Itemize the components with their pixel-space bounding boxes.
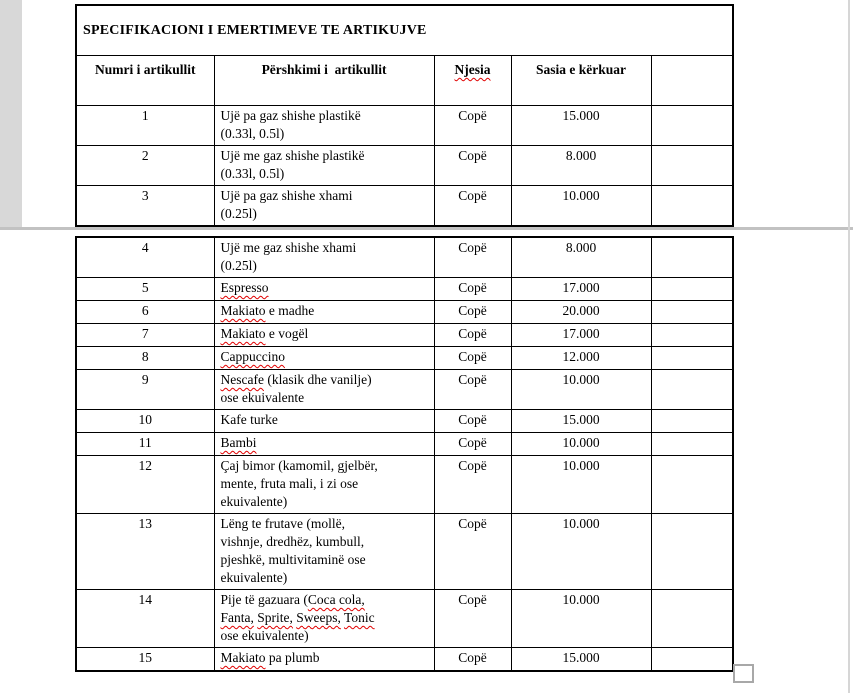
misspelled-word: Espresso bbox=[220, 280, 269, 295]
description-line bbox=[221, 389, 430, 407]
empty-paragraph-box[interactable] bbox=[733, 664, 754, 683]
description-text: (0.33l, 0.5l) bbox=[220, 126, 285, 141]
description-line bbox=[221, 257, 430, 275]
cell-unit[interactable]: Copë bbox=[434, 146, 511, 186]
description-text: Lëng te frutave (mollë, bbox=[220, 516, 345, 531]
left-margin-area bbox=[0, 0, 22, 227]
description-text: ekuivalente) bbox=[220, 570, 288, 585]
cell-quantity[interactable]: 10.000 bbox=[511, 456, 651, 514]
description-line bbox=[221, 147, 430, 165]
column-header-label: Numri i artikullit bbox=[95, 62, 196, 77]
table-row bbox=[76, 278, 733, 301]
cell-quantity[interactable]: 20.000 bbox=[511, 301, 651, 324]
description-line bbox=[221, 649, 430, 667]
cell-quantity[interactable]: 17.000 bbox=[511, 278, 651, 301]
cell-empty[interactable] bbox=[651, 278, 733, 301]
cell-article-number[interactable]: 1 bbox=[76, 106, 214, 146]
cell-quantity[interactable]: 17.000 bbox=[511, 324, 651, 347]
misspelled-word: Makiato bbox=[220, 326, 266, 341]
cell-empty[interactable] bbox=[651, 514, 733, 590]
misspelled-word: Sprite, bbox=[257, 610, 293, 625]
cell-empty[interactable] bbox=[651, 186, 733, 227]
cell-description[interactable] bbox=[214, 146, 434, 186]
cell-empty[interactable] bbox=[651, 106, 733, 146]
spec-table-page2 bbox=[75, 236, 734, 672]
cell-unit[interactable]: Copë bbox=[434, 278, 511, 301]
table-title-row bbox=[76, 5, 733, 56]
cell-empty[interactable] bbox=[651, 370, 733, 410]
column-header-2[interactable] bbox=[214, 56, 434, 106]
description-text: Pije të gazuara ( bbox=[220, 592, 308, 607]
description-text: Ujë pa gaz shishe xhami bbox=[220, 188, 353, 203]
description-line bbox=[221, 325, 430, 343]
description-text: pa plumb bbox=[265, 650, 320, 665]
cell-description[interactable] bbox=[214, 301, 434, 324]
description-line bbox=[221, 569, 430, 587]
cell-quantity[interactable]: 15.000 bbox=[511, 410, 651, 433]
description-line bbox=[221, 239, 430, 257]
cell-unit[interactable]: Copë bbox=[434, 324, 511, 347]
description-line bbox=[221, 591, 430, 609]
table-header-row bbox=[76, 56, 733, 106]
description-text: ose ekuivalente bbox=[220, 390, 305, 405]
cell-unit[interactable]: Copë bbox=[434, 237, 511, 278]
table-row bbox=[76, 456, 733, 514]
cell-article-number[interactable]: 6 bbox=[76, 301, 214, 324]
description-text: ose ekuivalente) bbox=[220, 628, 309, 643]
cell-article-number[interactable]: 12 bbox=[76, 456, 214, 514]
cell-article-number[interactable]: 8 bbox=[76, 347, 214, 370]
description-text: Ujë me gaz shishe xhami bbox=[220, 240, 357, 255]
description-line bbox=[221, 493, 430, 511]
cell-unit[interactable]: Copë bbox=[434, 410, 511, 433]
column-header-3[interactable] bbox=[434, 56, 511, 106]
description-line bbox=[221, 551, 430, 569]
description-text: (klasik dhe vanilje) bbox=[263, 372, 372, 387]
description-text: ekuivalente) bbox=[220, 494, 288, 509]
description-text: (0.25l) bbox=[220, 206, 257, 221]
cell-description[interactable] bbox=[214, 514, 434, 590]
column-header-4[interactable] bbox=[511, 56, 651, 106]
cell-description[interactable] bbox=[214, 648, 434, 672]
description-line bbox=[221, 457, 430, 475]
table-row bbox=[76, 648, 733, 672]
cell-description[interactable] bbox=[214, 410, 434, 433]
misspelled-word: Makiato bbox=[220, 303, 266, 318]
description-line bbox=[221, 627, 430, 645]
description-text: vishnje, dredhëz, kumbull, bbox=[220, 534, 365, 549]
cell-unit[interactable]: Copë bbox=[434, 590, 511, 648]
cell-quantity[interactable]: 10.000 bbox=[511, 590, 651, 648]
table-row bbox=[76, 301, 733, 324]
cell-quantity[interactable]: 15.000 bbox=[511, 106, 651, 146]
description-line bbox=[221, 371, 430, 389]
cell-empty[interactable] bbox=[651, 324, 733, 347]
misspelled-word: Fanta, bbox=[220, 610, 254, 625]
misspelled-word: Bambi bbox=[220, 435, 257, 450]
description-line bbox=[221, 125, 430, 143]
cell-empty[interactable] bbox=[651, 648, 733, 672]
cell-quantity[interactable]: 10.000 bbox=[511, 433, 651, 456]
cell-unit[interactable]: Copë bbox=[434, 433, 511, 456]
misspelled-word: Cappuccino bbox=[220, 349, 285, 364]
table-row bbox=[76, 433, 733, 456]
description-text: Ujë me gaz shishe plastikë bbox=[220, 148, 365, 163]
column-header-5[interactable] bbox=[651, 56, 733, 106]
cell-description[interactable] bbox=[214, 433, 434, 456]
cell-description[interactable] bbox=[214, 278, 434, 301]
cell-quantity[interactable]: 12.000 bbox=[511, 347, 651, 370]
misspelled-word: Coca cola, bbox=[307, 592, 365, 607]
description-text: Çaj bimor (kamomil, gjelbër, bbox=[220, 458, 378, 473]
cell-unit[interactable]: Copë bbox=[434, 106, 511, 146]
table-row bbox=[76, 370, 733, 410]
cell-quantity[interactable]: 10.000 bbox=[511, 370, 651, 410]
table-row bbox=[76, 146, 733, 186]
cell-description[interactable] bbox=[214, 237, 434, 278]
description-line bbox=[221, 165, 430, 183]
description-line bbox=[221, 205, 430, 223]
cell-empty[interactable] bbox=[651, 146, 733, 186]
cell-description[interactable] bbox=[214, 456, 434, 514]
table-row bbox=[76, 324, 733, 347]
cell-article-number[interactable]: 11 bbox=[76, 433, 214, 456]
table-title[interactable]: SPECIFIKACIONI I EMERTIMEVE TE ARTIKUJVE bbox=[76, 5, 733, 56]
description-line bbox=[221, 609, 430, 627]
cell-quantity[interactable]: 10.000 bbox=[511, 186, 651, 227]
cell-empty[interactable] bbox=[651, 410, 733, 433]
description-text: pjeshkë, multivitaminë ose bbox=[220, 552, 366, 567]
cell-article-number[interactable]: 2 bbox=[76, 146, 214, 186]
description-text: (0.33l, 0.5l) bbox=[220, 166, 285, 181]
table-row bbox=[76, 347, 733, 370]
description-text: e vogël bbox=[265, 326, 309, 341]
cell-empty[interactable] bbox=[651, 347, 733, 370]
cell-description[interactable] bbox=[214, 106, 434, 146]
table-row bbox=[76, 410, 733, 433]
table-row bbox=[76, 514, 733, 590]
cell-unit[interactable]: Copë bbox=[434, 456, 511, 514]
cell-article-number[interactable]: 7 bbox=[76, 324, 214, 347]
cell-article-number[interactable]: 4 bbox=[76, 237, 214, 278]
cell-description[interactable] bbox=[214, 347, 434, 370]
cell-description[interactable] bbox=[214, 324, 434, 347]
cell-quantity[interactable]: 8.000 bbox=[511, 237, 651, 278]
cell-empty[interactable] bbox=[651, 456, 733, 514]
cell-description[interactable] bbox=[214, 590, 434, 648]
cell-quantity[interactable]: 10.000 bbox=[511, 514, 651, 590]
cell-unit[interactable]: Copë bbox=[434, 347, 511, 370]
cell-empty[interactable] bbox=[651, 301, 733, 324]
cell-article-number[interactable]: 13 bbox=[76, 514, 214, 590]
description-line bbox=[221, 187, 430, 205]
description-line bbox=[221, 533, 430, 551]
misspelled-word: Tonic bbox=[344, 610, 375, 625]
table-row bbox=[76, 106, 733, 146]
cell-article-number[interactable]: 15 bbox=[76, 648, 214, 672]
cell-empty[interactable] bbox=[651, 433, 733, 456]
misspelled-word: Sweeps, bbox=[296, 610, 341, 625]
description-line bbox=[221, 348, 430, 366]
cell-empty[interactable] bbox=[651, 590, 733, 648]
page-break-line bbox=[0, 227, 853, 230]
cell-unit[interactable]: Copë bbox=[434, 186, 511, 227]
cell-description[interactable] bbox=[214, 186, 434, 227]
window-right-edge bbox=[848, 0, 850, 693]
cell-article-number[interactable]: 9 bbox=[76, 370, 214, 410]
column-header-label: Përshkimi i artikullit bbox=[261, 62, 387, 77]
description-text: Ujë pa gaz shishe plastikë bbox=[220, 108, 361, 123]
cell-unit[interactable]: Copë bbox=[434, 648, 511, 672]
description-line bbox=[221, 107, 430, 125]
cell-article-number[interactable]: 10 bbox=[76, 410, 214, 433]
cell-empty[interactable] bbox=[651, 237, 733, 278]
table-row bbox=[76, 186, 733, 227]
column-header-label: Sasia e kërkuar bbox=[535, 62, 626, 77]
column-header-1[interactable] bbox=[76, 56, 214, 106]
table-row bbox=[76, 590, 733, 648]
description-text: mente, fruta mali, i zi ose bbox=[220, 476, 359, 491]
cell-article-number[interactable]: 14 bbox=[76, 590, 214, 648]
cell-description[interactable] bbox=[214, 370, 434, 410]
description-line bbox=[221, 515, 430, 533]
cell-article-number[interactable]: 5 bbox=[76, 278, 214, 301]
description-text: Kafe turke bbox=[220, 412, 278, 427]
description-line bbox=[221, 411, 430, 429]
cell-unit[interactable]: Copë bbox=[434, 301, 511, 324]
column-header-label: Njesia bbox=[454, 62, 491, 77]
description-line bbox=[221, 302, 430, 320]
cell-article-number[interactable]: 3 bbox=[76, 186, 214, 227]
cell-quantity[interactable]: 15.000 bbox=[511, 648, 651, 672]
description-line bbox=[221, 475, 430, 493]
misspelled-word: Nescafe bbox=[220, 372, 264, 387]
spec-table-page1 bbox=[75, 4, 734, 227]
misspelled-word: Makiato bbox=[220, 650, 266, 665]
description-text: e madhe bbox=[265, 303, 315, 318]
cell-quantity[interactable]: 8.000 bbox=[511, 146, 651, 186]
cell-unit[interactable]: Copë bbox=[434, 370, 511, 410]
description-line bbox=[221, 279, 430, 297]
table-row bbox=[76, 237, 733, 278]
description-line bbox=[221, 434, 430, 452]
cell-unit[interactable]: Copë bbox=[434, 514, 511, 590]
description-text: (0.25l) bbox=[220, 258, 257, 273]
